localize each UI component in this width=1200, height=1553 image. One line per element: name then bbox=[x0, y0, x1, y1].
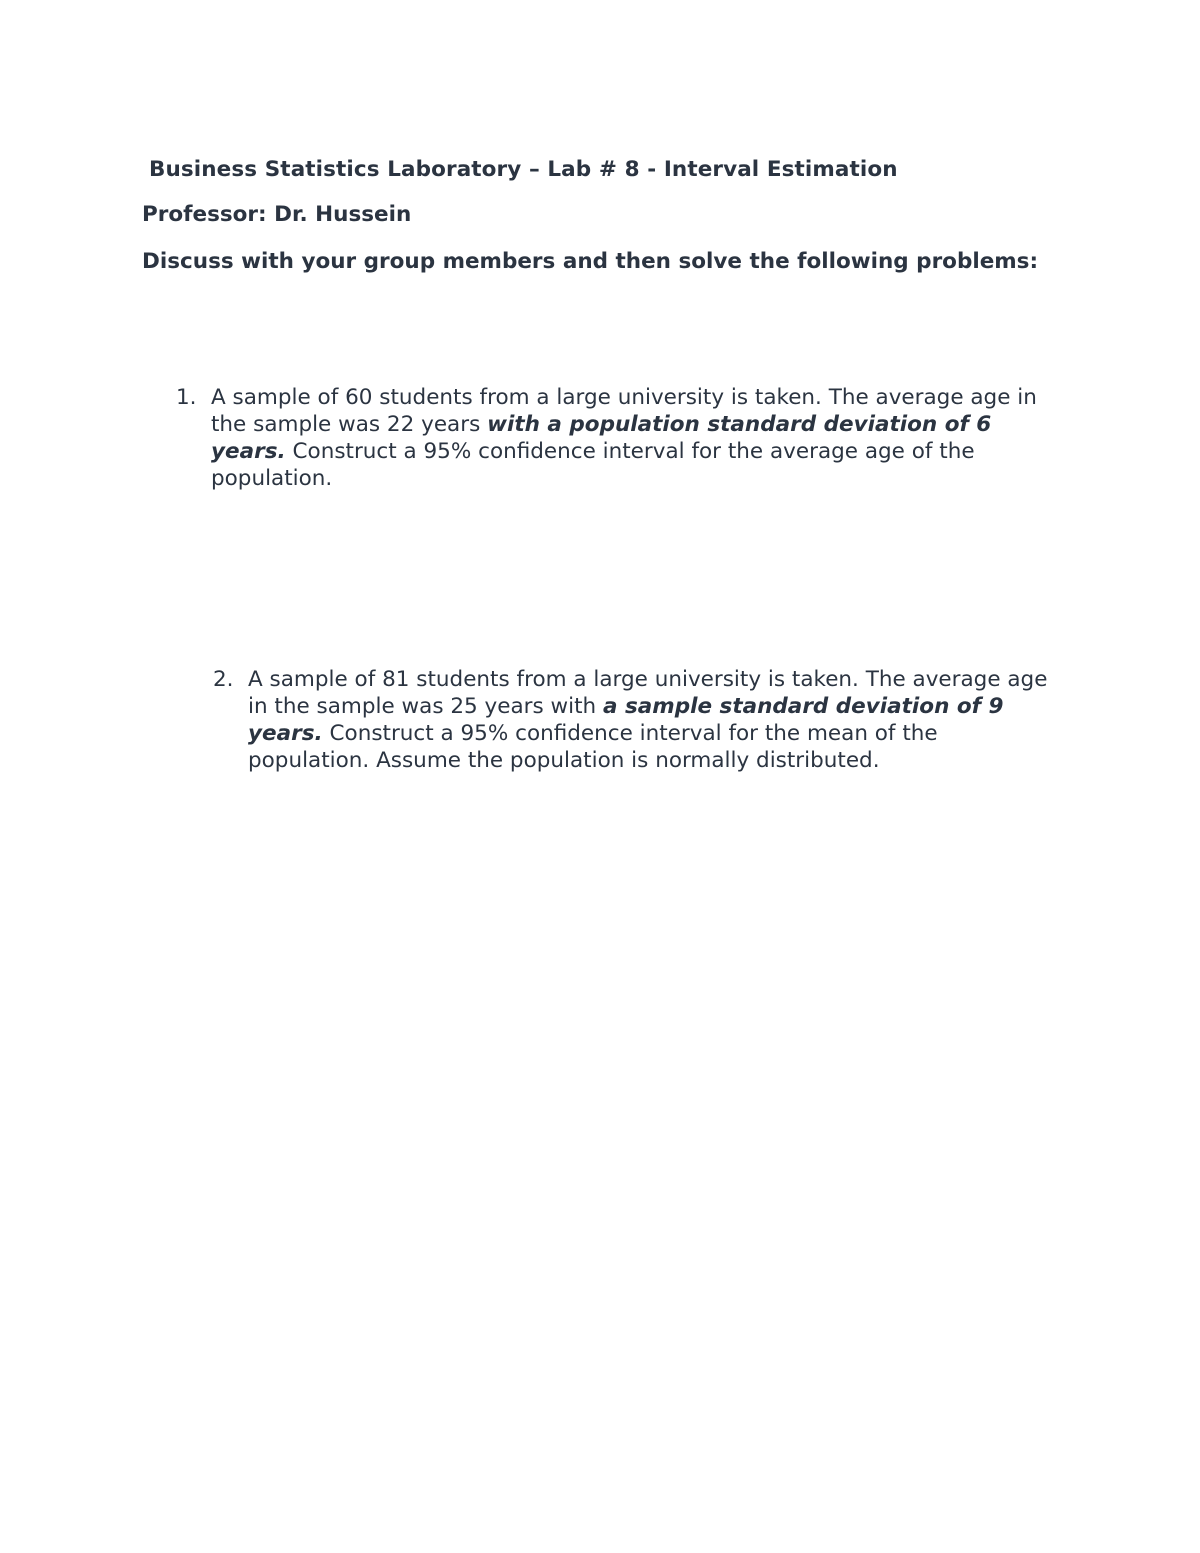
instructions-text: Discuss with your group members and then solve the following problems: bbox=[142, 249, 1039, 274]
problem-text bbox=[248, 666, 1053, 774]
problem-text-intro: A sample of 81 students from a large university is taken. The average age in the sample was 25 years with bbox=[248, 667, 1048, 719]
problem-text-task: Construct a 95% confidence interval for the average age of the population. bbox=[211, 439, 975, 491]
problem-text-emphasis: with a population standard deviation of 6 years. bbox=[211, 412, 992, 464]
problem-item-1 bbox=[176, 384, 1076, 504]
problem-number: 1. bbox=[176, 385, 197, 410]
problem-text-intro: A sample of 60 students from a large university is taken. The average age in the sample was 22 years bbox=[211, 385, 1037, 437]
problem-number: 2. bbox=[213, 667, 234, 692]
problem-item-2 bbox=[213, 666, 1113, 806]
problem-text-emphasis: a sample standard deviation of 9 years. bbox=[248, 694, 1004, 746]
professor-line: Professor: Dr. Hussein bbox=[142, 202, 412, 227]
document-title: Business Statistics Laboratory – Lab # 8 - Interval Estimation bbox=[149, 157, 898, 182]
problem-text bbox=[211, 384, 1041, 492]
problem-text-task: Construct a 95% confidence interval for the mean of the population. Assume the population is normally distributed. bbox=[248, 721, 938, 773]
